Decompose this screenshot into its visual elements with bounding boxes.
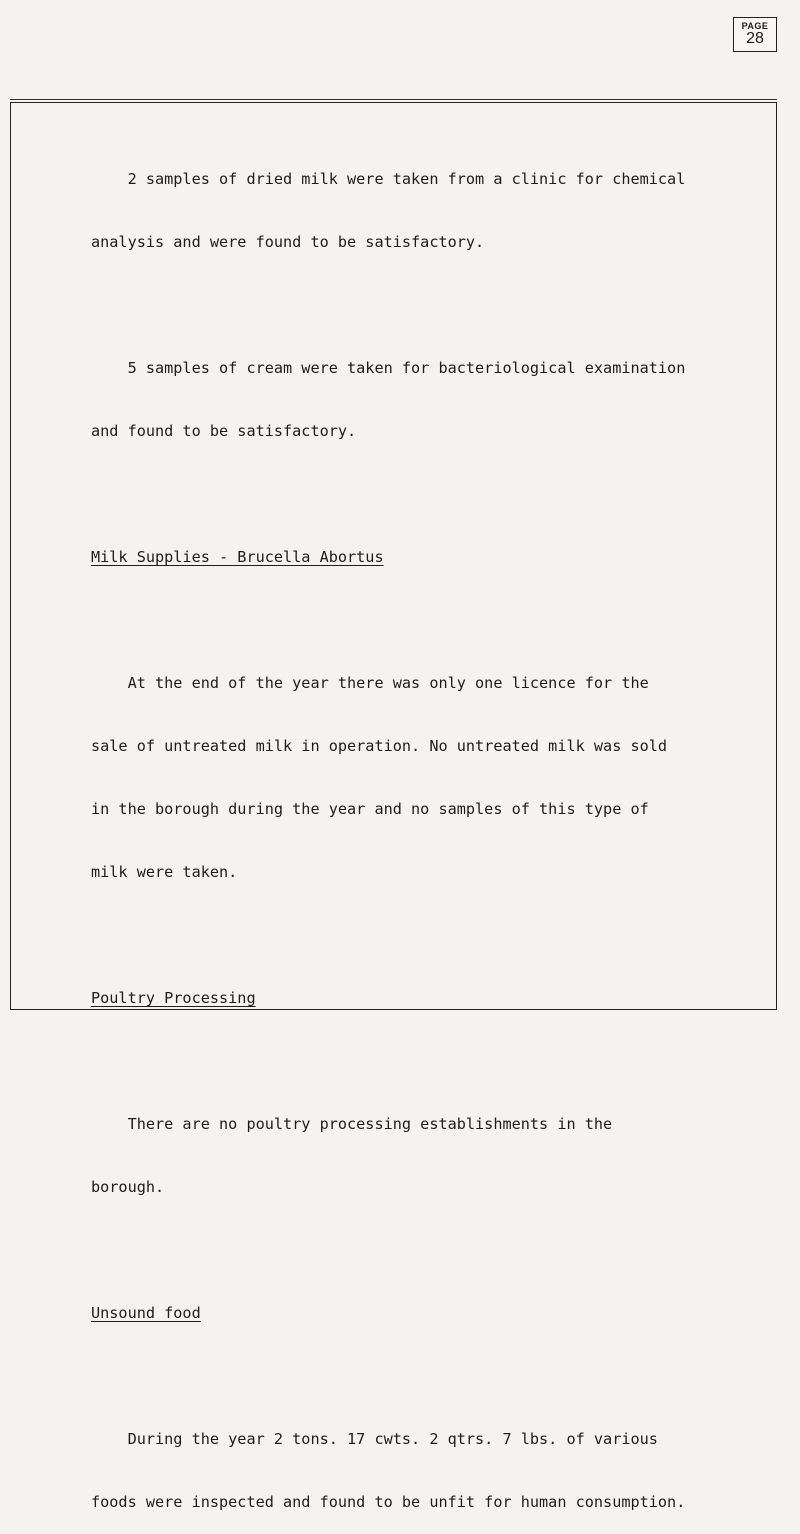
frame-top-rule: [10, 99, 777, 100]
document-body: [91, 127, 751, 1534]
unsound-line1: During the year 2 tons. 17 cwts. 2 qtrs. 7 lbs. of various: [91, 1430, 658, 1448]
para1-line1: 2 samples of dried milk were taken from a clinic for chemical: [91, 170, 686, 188]
milk-supplies-heading: Milk Supplies - Brucella Abortus: [91, 548, 384, 566]
unsound-line2: foods were inspected and found to be unfit for human consumption.: [91, 1493, 686, 1511]
poultry-heading: Poultry Processing: [91, 989, 256, 1007]
para2-line2: and found to be satisfactory.: [91, 422, 357, 440]
milk-line3: in the borough during the year and no samples of this type of: [91, 800, 649, 818]
para1-line2: analysis and were found to be satisfactory.: [91, 233, 485, 251]
unsound-food-heading: Unsound food: [91, 1304, 201, 1322]
poultry-line1: There are no poultry processing establishments in the: [91, 1115, 613, 1133]
milk-line4: milk were taken.: [91, 863, 238, 881]
page-label: PAGE: [741, 21, 769, 31]
page-number: 28: [746, 30, 764, 47]
milk-line2: sale of untreated milk in operation. No untreated milk was sold: [91, 737, 668, 755]
poultry-line2: borough.: [91, 1178, 165, 1196]
para2-line1: 5 samples of cream were taken for bacteriological examination: [91, 359, 686, 377]
milk-line1: At the end of the year there was only one licence for the: [91, 674, 649, 692]
page-number-box: [733, 17, 777, 52]
